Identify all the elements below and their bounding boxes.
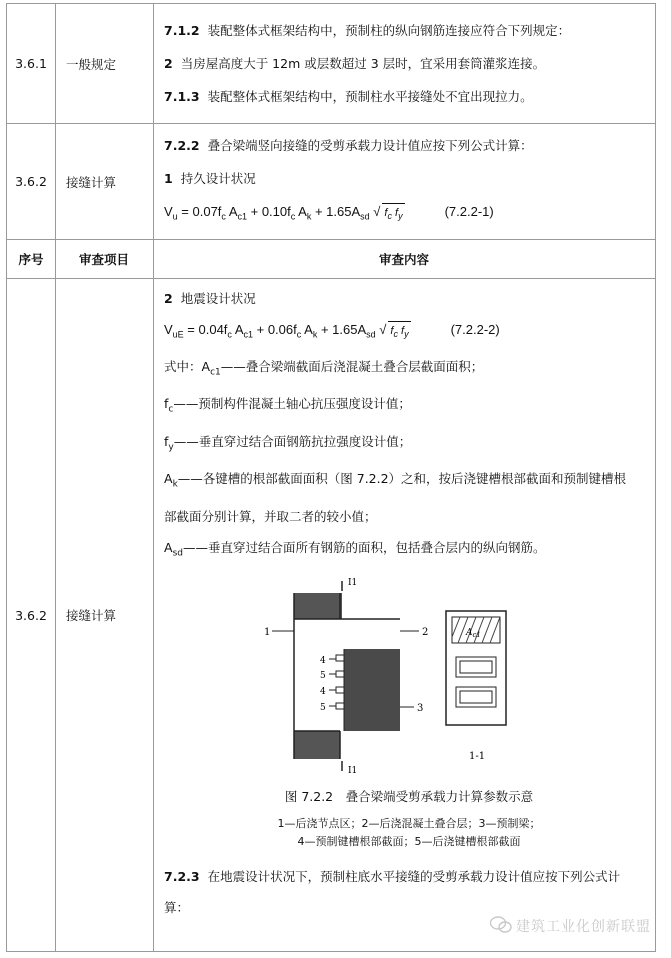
row-content: [154, 4, 656, 124]
table-row: [7, 279, 656, 952]
definition-line: 式中：$A_{c1}——$叠合梁端截面后浇混凝土叠合层截面面积；: [164, 358, 484, 378]
clause-line: 7.2.2 叠合梁端竖向接缝的受剪承载力设计值应按下列公式计算：: [164, 138, 533, 154]
section-mark-bottom: I1: [348, 766, 358, 777]
formula-7-2-2-2: $V_{uE} = 0.04f_c$ $A_{c1} + 0.06f_c$ $A_k + 1.65A_{sd}$ √ $f_c$ $f_y$ (7.2.2-2): [164, 320, 654, 345]
figure-legend-1: 1—后浇节点区；2—后浇混凝土叠合层；3—预制梁；: [277, 817, 541, 831]
review-table: [6, 3, 656, 952]
section-name: 1-1: [469, 751, 486, 763]
label-4: 4: [320, 687, 326, 698]
table-header-row: [7, 240, 656, 279]
label-ac1: $A_{c1}$: [466, 628, 481, 640]
clause-line: 7.2.3 在地震设计状况下，预制柱底水平接缝的受剪承载力设计值应按下列公式计: [164, 869, 621, 885]
definition-line: 部截面分别计算，并取二者的较小值；: [164, 508, 377, 524]
watermark: 建筑工业化创新联盟: [490, 916, 651, 938]
header-content: 审查内容: [154, 240, 656, 279]
row-item: 一般规定: [56, 4, 154, 124]
row-content: [154, 279, 656, 952]
row-item: 接缝计算: [56, 124, 154, 240]
row-item: 接缝计算: [56, 279, 154, 952]
row-number: 3.6.2: [7, 124, 56, 240]
header-number: 序号: [7, 240, 56, 279]
label-5: 5: [320, 703, 326, 714]
label-4: 4: [320, 656, 326, 667]
definition-line: $f_c——$预制构件混凝土轴心抗压强度设计值；: [164, 396, 411, 415]
table-row: [7, 124, 656, 240]
wechat-icon: [490, 916, 512, 938]
row-number: 3.6.1: [7, 4, 56, 124]
label-5: 5: [320, 671, 326, 682]
hatch-bottom-left: [294, 731, 340, 759]
label-2: 2: [422, 627, 429, 639]
figure-7-2-2: [164, 571, 654, 781]
figure-legend-2: 4—预制键槽根部截面；5—后浇键槽根部截面: [297, 835, 521, 849]
header-item: 审查项目: [56, 240, 154, 279]
definition-line: $A_k——$各键槽的根部截面面积（图 7.2.2）之和，按后浇键槽根部截面和预制键槽根: [164, 471, 627, 490]
row-number: 3.6.2: [7, 279, 56, 952]
clause-line: 2 地震设计状况: [164, 291, 256, 306]
row-content: [154, 124, 656, 240]
clause-line: 7.1.3 装配整体式框架结构中，预制柱水平接缝处不宜出现拉力。: [164, 89, 533, 104]
label-1: 1: [264, 627, 271, 639]
clause-line: 2 当房屋高度大于 12m 或层数超过 3 层时，宜采用套筒灌浆连接。: [164, 56, 546, 71]
section-mark-top: I1: [348, 578, 358, 589]
label-3: 3: [417, 703, 424, 715]
clause-line: 算：: [164, 900, 190, 916]
table-row: [7, 4, 656, 124]
formula-7-2-2-1: $V_u = 0.07f_c$ $A_{c1} + 0.10f_c$ $A_k + 1.65A_{sd}$ √ $f_c$ $f_y$ (7.2.2-1): [164, 202, 654, 227]
definition-line: $f_y——$垂直穿过结合面钢筋抗拉强度设计值；: [164, 433, 412, 453]
hatch-top-left: [294, 593, 340, 619]
clause-line: 7.1.2 装配整体式框架结构中，预制柱的纵向钢筋连接应符合下列规定：: [164, 23, 571, 38]
joint-diagram: [164, 571, 664, 781]
figure-caption: 图 7.2.2 叠合梁端受剪承载力计算参数示意: [284, 789, 534, 805]
clause-line: 1 持久设计状况: [164, 171, 256, 187]
precast-beam: [344, 649, 400, 731]
definition-line: $A_{sd}——$垂直穿过结合面所有钢筋的面积，包括叠合层内的纵向钢筋。: [164, 539, 546, 559]
